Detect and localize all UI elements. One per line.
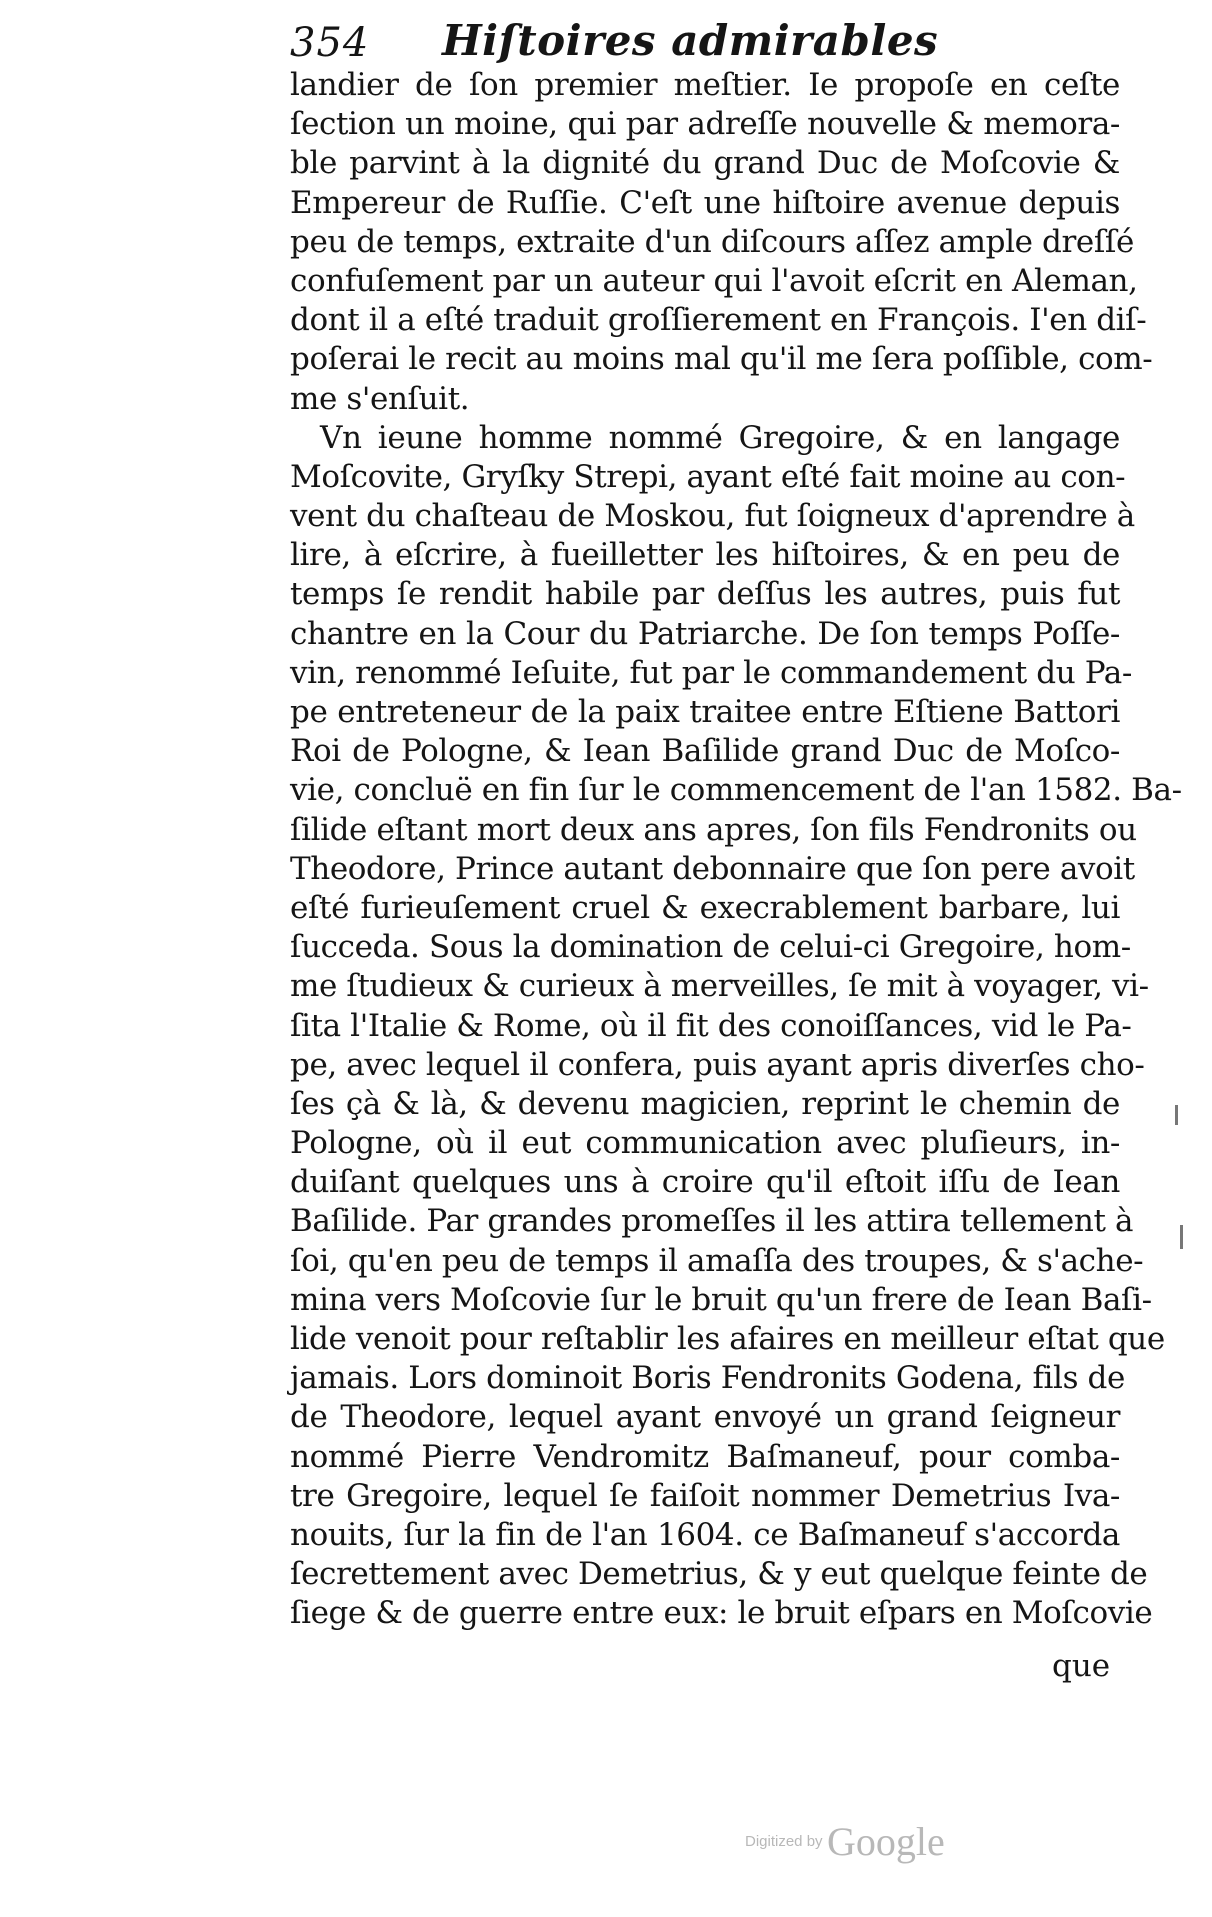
text-line: landier de ſon premier meſtier. Ie propoſe en ceſte: [290, 67, 1120, 103]
text-line: pe entreteneur de la paix traitee entre Eſtiene Battori: [290, 694, 1120, 730]
running-title: Hiſtoires admirables: [442, 16, 939, 65]
text-line: eſté furieuſement cruel & execrablement barbare, lui: [290, 889, 1120, 926]
text-line: ſection un moine, qui par adreſſe nouvelle & memora-: [290, 106, 1120, 143]
text-line: Vn ieune homme nommé Gregoire, & en langage: [320, 419, 1120, 456]
text-line: nouits, ſur la fin de l'an 1604. ce Baſmaneuf s'accorda: [290, 1516, 1120, 1553]
google-logo: Google: [827, 1819, 945, 1864]
text-line: ſoi, qu'en peu de temps il amaſſa des troupes, & s'ache-: [290, 1242, 1144, 1279]
text-line: mina vers Moſcovie ſur le bruit qu'un frere de Iean Baſi-: [290, 1281, 1152, 1318]
text-line: temps ſe rendit habile par deſſus les autres, puis fut: [290, 576, 1120, 613]
text-line: vie, concluë en fin ſur le commencement de l'an 1582. Ba-: [290, 772, 1182, 809]
margin-mark: [1175, 1105, 1178, 1125]
text-line: pe, avec lequel il confera, puis ayant apris diverſes cho-: [290, 1046, 1145, 1083]
text-line: dont il a eſté traduit groſſierement en François. I'en diſ-: [290, 302, 1147, 339]
text-line: de Theodore, lequel ayant envoyé un grand ſeigneur: [290, 1399, 1120, 1436]
text-line: nommé Pierre Vendromitz Baſmaneuf, pour comba-: [290, 1438, 1120, 1475]
text-line: Empereur de Ruſſie. C'eſt une hiſtoire avenue depuis: [290, 184, 1120, 221]
text-line: chantre en la Cour du Patriarche. De ſon temps Poſſe-: [290, 615, 1120, 652]
text-line: Pologne, où il eut communication avec pluſieurs, in-: [290, 1125, 1120, 1162]
text-line: Theodore, Prince autant debonnaire que ſon pere avoit: [290, 850, 1135, 887]
page-number: 354: [290, 20, 370, 66]
text-line: ble parvint à la dignité du grand Duc de Moſcovie &: [290, 145, 1120, 182]
body-text: [290, 66, 1182, 1634]
text-line: ſucceda. Sous la domination de celui-ci Gregoire, hom-: [290, 929, 1131, 966]
text-line: ſita l'Italie & Rome, où il fit des conoiſſances, vid le Pa-: [290, 1007, 1132, 1044]
catchword: que: [1052, 1648, 1111, 1684]
text-line: ſiege & de guerre entre eux: le bruit eſpars en Moſcovie: [290, 1595, 1153, 1632]
text-line: jamais. Lors dominoit Boris Fendronits Godena, fils de: [290, 1360, 1125, 1397]
text-line: me s'enſuit.: [290, 380, 470, 417]
watermark-prefix: Digitized by: [745, 1833, 823, 1850]
text-line: poſerai le recit au moins mal qu'il me ſera poſſible, com-: [290, 341, 1153, 378]
text-line: ſes çà & là, & devenu magicien, reprint le chemin de: [290, 1085, 1120, 1122]
text-line: tre Gregoire, lequel ſe faiſoit nommer Demetrius Iva-: [290, 1477, 1120, 1514]
text-line: ſecrettement avec Demetrius, & y eut quelque feinte de: [290, 1556, 1148, 1593]
text-line: Baſilide. Par grandes promeſſes il les attira tellement à: [290, 1203, 1134, 1240]
text-line: lire, à eſcrire, à fueilletter les hiſtoires, & en peu de: [290, 537, 1120, 574]
page-header: [290, 14, 1120, 70]
text-line: confuſement par un auteur qui l'avoit eſcrit en Aleman,: [290, 262, 1138, 299]
text-line: vin, renommé Ieſuite, fut par le commandement du Pa-: [290, 654, 1132, 691]
text-line: duiſant quelques uns à croire qu'il eſtoit iſſu de Iean: [290, 1164, 1120, 1201]
margin-mark: [1180, 1225, 1183, 1249]
digitized-watermark: [745, 1818, 945, 1865]
text-line: vent du chaſteau de Moskou, fut ſoigneux d'aprendre à: [290, 498, 1135, 535]
text-line: me ſtudieux & curieux à merveilles, ſe mit à voyager, vi-: [290, 968, 1149, 1005]
text-line: lide venoit pour reſtablir les afaires en meilleur eſtat que: [290, 1321, 1165, 1357]
text-line: Moſcovite, Gryſky Strepi, ayant eſté fait moine au con-: [290, 458, 1126, 495]
text-line: ſilide eſtant mort deux ans apres, ſon fils Fendronits ou: [290, 811, 1137, 848]
text-line: peu de temps, extraite d'un diſcours aſſez ample dreſſé: [290, 223, 1134, 260]
text-line: Roi de Pologne, & Iean Baſilide grand Duc de Moſco-: [290, 733, 1120, 770]
